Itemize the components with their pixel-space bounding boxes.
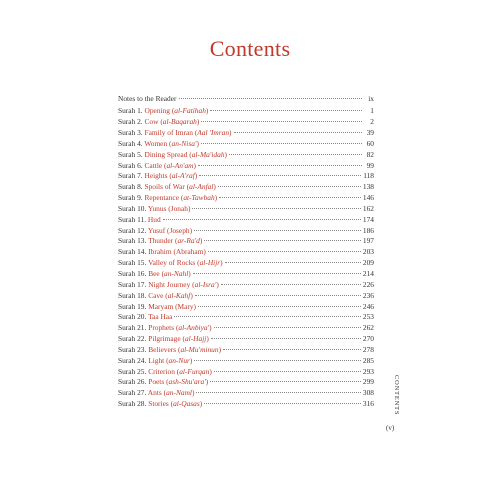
surah-transliteration: al-Kahf — [167, 290, 191, 300]
dot-leader — [198, 165, 362, 166]
paren-close: ) — [214, 193, 218, 203]
surah-number: Surah 17. — [118, 279, 147, 289]
toc-entry-page: 99 — [366, 160, 374, 170]
surah-name: Criterion — [148, 366, 175, 376]
toc-entry-label — [118, 106, 208, 117]
toc-entry-page: 146 — [362, 193, 374, 203]
surah-transliteration: al-Qasas — [173, 399, 200, 409]
surah-number: Surah 6. — [118, 160, 143, 170]
toc-entry-label — [118, 388, 194, 399]
toc-entry-page: ix — [368, 94, 374, 103]
dot-leader — [201, 143, 362, 144]
paren-close: ) — [205, 106, 209, 116]
dot-leader — [208, 251, 361, 252]
toc-entry[interactable] — [118, 280, 374, 291]
toc-entry-label — [118, 323, 212, 334]
paren-close: ) — [209, 323, 212, 333]
toc-entry-label — [118, 291, 193, 302]
surah-name: Believers — [148, 344, 177, 354]
paren-open: ( — [164, 160, 167, 170]
surah-number: Surah 21. — [118, 323, 147, 333]
toc-entry-label — [118, 161, 196, 172]
paren-close: ) — [189, 355, 193, 365]
paren-open: ( — [197, 258, 200, 268]
surah-transliteration: al-Isra' — [194, 279, 217, 289]
paren-open: ( — [186, 182, 190, 192]
toc-entry-page: 118 — [363, 171, 374, 181]
toc-entry[interactable] — [118, 334, 374, 345]
toc-entry-page: 174 — [362, 214, 374, 224]
toc-entry-label — [118, 117, 199, 128]
paren-close: ) — [216, 279, 219, 289]
surah-number: Surah 7. — [118, 171, 143, 181]
toc-entry[interactable] — [118, 247, 374, 258]
dot-leader — [219, 197, 361, 198]
toc-entry-page: 316 — [362, 399, 374, 409]
paren-close: ) — [199, 236, 203, 246]
dot-leader — [225, 262, 361, 263]
toc-entry-page: 285 — [362, 355, 374, 365]
surah-transliteration: al-An'am — [166, 160, 194, 170]
toc-entry[interactable] — [118, 258, 374, 269]
toc-entry[interactable] — [118, 323, 374, 334]
toc-entry[interactable] — [118, 204, 374, 215]
toc-entry-label — [118, 150, 227, 161]
surah-transliteration: an-Nur — [168, 355, 190, 365]
dot-leader — [192, 208, 360, 209]
toc-entry[interactable] — [118, 302, 374, 313]
surah-name: Yunus (Jonah) — [147, 203, 191, 213]
surah-number: Surah 16. — [118, 269, 147, 278]
toc-entry[interactable] — [118, 128, 374, 139]
toc-entry-label — [118, 312, 172, 323]
surah-name: Taa Haa — [148, 312, 173, 322]
surah-number: Surah 14. — [118, 247, 147, 257]
surah-name: Spoils of War — [144, 182, 185, 192]
dot-leader — [210, 381, 361, 382]
surah-name: Valley of Rocks — [148, 258, 196, 268]
toc-entry-label — [118, 258, 223, 269]
paren-close: ) — [194, 171, 198, 181]
toc-entry-label — [118, 139, 199, 150]
surah-number: Surah 10. — [118, 203, 147, 213]
toc-entry-page: 253 — [362, 312, 374, 322]
toc-entry[interactable] — [118, 312, 374, 323]
dot-leader — [179, 98, 363, 99]
surah-number: Surah 8. — [118, 182, 143, 192]
surah-transliteration: al-Ma'idah — [191, 149, 225, 159]
dot-leader — [194, 360, 361, 361]
paren-close: ) — [213, 182, 216, 192]
paren-close: ) — [193, 160, 196, 170]
paren-close: ) — [190, 290, 193, 300]
dot-leader — [194, 230, 361, 231]
paren-close: ) — [220, 258, 223, 268]
surah-transliteration: ar-Ra'd — [177, 236, 200, 246]
surah-name: Cattle — [144, 160, 163, 170]
dot-leader — [163, 219, 361, 220]
toc-entry-page: 209 — [362, 258, 374, 268]
surah-number: Surah 1. — [118, 106, 143, 116]
surah-number: Surah 20. — [118, 312, 147, 322]
toc-entry[interactable] — [118, 117, 374, 128]
toc-entry[interactable] — [118, 345, 374, 356]
toc-entry[interactable] — [118, 236, 374, 247]
paren-open: ( — [169, 171, 172, 181]
paren-open: ( — [171, 106, 175, 116]
surah-transliteration: al-Anbiya' — [178, 323, 210, 333]
toc-entry-page: 138 — [362, 182, 374, 192]
surah-transliteration: al-Hajj — [184, 334, 207, 344]
toc-entry-page: 214 — [362, 269, 374, 278]
paren-close: ) — [206, 334, 209, 344]
paren-open: ( — [169, 138, 172, 148]
toc-entry-page: 39 — [366, 128, 374, 138]
surah-name: Maryam (Mary) — [148, 301, 197, 311]
paren-close: ) — [196, 138, 199, 148]
paren-open: ( — [194, 128, 198, 138]
paren-open: ( — [180, 193, 184, 203]
surah-number: Surah 3. — [118, 128, 143, 138]
dot-leader — [210, 110, 362, 111]
surah-transliteration: al-A'raf — [171, 171, 195, 181]
toc-entry-page: 2 — [370, 117, 374, 127]
toc-entry[interactable] — [118, 161, 374, 172]
surah-name: Dining Spread — [144, 149, 188, 159]
paren-open: ( — [177, 344, 181, 354]
running-header-side: CONTENTS — [393, 375, 400, 416]
paren-open: ( — [166, 377, 169, 387]
surah-number: Surah 19. — [118, 301, 147, 311]
toc-entry-page: 293 — [362, 366, 374, 376]
toc-entry-label — [118, 247, 206, 258]
paren-open: ( — [192, 279, 195, 289]
paren-close: ) — [205, 377, 209, 387]
surah-number: Surah 23. — [118, 344, 147, 354]
page-title: Contents — [209, 36, 291, 61]
toc-entry[interactable] — [118, 399, 374, 410]
toc-entry-page: 226 — [362, 279, 374, 289]
surah-number: Surah 24. — [118, 355, 147, 365]
toc-entry[interactable] — [118, 269, 374, 280]
toc-entry-label — [118, 215, 161, 226]
surah-transliteration: Aal 'Imran — [197, 128, 230, 138]
surah-transliteration: an-Nahl — [164, 269, 189, 278]
toc-entry-label — [118, 377, 208, 388]
toc-entry-label — [118, 226, 192, 237]
paren-close: ) — [191, 388, 195, 398]
surah-transliteration: at-Tawbah — [183, 193, 215, 203]
surah-name: Opening — [144, 106, 170, 116]
table-of-contents — [118, 94, 374, 410]
paren-close: ) — [196, 117, 200, 127]
surah-name: Ants — [147, 388, 162, 398]
surah-name: Poets — [148, 377, 165, 387]
surah-name: Light — [148, 355, 165, 365]
paren-close: ) — [229, 128, 232, 138]
toc-entry-label — [118, 280, 219, 291]
toc-entry[interactable] — [118, 171, 374, 182]
surah-name: Hud — [147, 214, 161, 224]
toc-entry[interactable] — [118, 193, 374, 204]
toc-entry-notes-to-reader[interactable] — [118, 94, 374, 105]
surah-name: Cave — [148, 290, 164, 300]
surah-transliteration: al-Fatihah — [174, 106, 206, 116]
dot-leader — [204, 240, 361, 241]
toc-entry-label — [118, 269, 191, 280]
toc-entry-label: Notes to the Reader — [118, 94, 177, 103]
toc-entry[interactable] — [118, 377, 374, 388]
dot-leader — [193, 273, 361, 274]
dot-leader — [234, 132, 362, 133]
paren-open: ( — [189, 149, 192, 159]
surah-name: Pilgrimage — [148, 334, 181, 344]
toc-entry-label — [118, 182, 216, 193]
surah-number: Surah 18. — [118, 290, 147, 300]
toc-entry[interactable] — [118, 106, 374, 117]
toc-entry-label — [118, 399, 202, 410]
paren-open: ( — [165, 290, 168, 300]
toc-entry-page: 197 — [362, 236, 374, 246]
toc-entry[interactable] — [118, 182, 374, 193]
paren-close: ) — [218, 344, 222, 354]
surah-number: Surah 9. — [118, 193, 143, 203]
toc-entry-page: 308 — [362, 388, 374, 398]
surah-number: Surah 13. — [118, 236, 147, 246]
paren-open: ( — [161, 269, 165, 278]
toc-entry-page: 270 — [362, 334, 374, 344]
paren-close: ) — [199, 399, 203, 409]
paren-close: ) — [209, 366, 212, 376]
dot-leader — [199, 175, 361, 176]
surah-name: Prophets — [148, 323, 175, 333]
surah-transliteration: an-Nisa' — [171, 138, 197, 148]
surah-name: Thunder — [148, 236, 174, 246]
dot-leader — [196, 392, 360, 393]
toc-entry-page: 278 — [362, 344, 374, 354]
toc-entry-page: 82 — [366, 149, 374, 159]
toc-entry-page: 162 — [362, 203, 374, 213]
toc-entry[interactable] — [118, 356, 374, 367]
surah-transliteration: al-Mu'minun — [180, 344, 219, 354]
toc-entry-label — [118, 128, 232, 139]
paren-close: ) — [224, 149, 227, 159]
paren-open: ( — [160, 117, 163, 127]
dot-leader — [223, 349, 361, 350]
dot-leader — [214, 371, 361, 372]
toc-entry-page: 262 — [362, 323, 374, 333]
toc-entry-label — [118, 204, 190, 215]
toc-entry[interactable] — [118, 215, 374, 226]
paren-open: ( — [166, 355, 169, 365]
surah-name: Night Journey — [148, 279, 191, 289]
surah-number: Surah 12. — [118, 225, 147, 235]
dot-leader — [229, 154, 362, 155]
surah-transliteration: al-Baqarah — [162, 117, 197, 127]
surah-name: Heights — [144, 171, 168, 181]
surah-transliteration: al-Anfal — [189, 182, 214, 192]
page-number: (v) — [386, 424, 395, 432]
surah-number: Surah 5. — [118, 149, 143, 159]
toc-entry-label — [118, 356, 192, 367]
surah-number: Surah 27. — [118, 388, 147, 398]
toc-entry[interactable] — [118, 150, 374, 161]
paren-open: ( — [176, 366, 180, 376]
surah-number: Surah 4. — [118, 138, 143, 148]
toc-entry-label — [118, 334, 209, 345]
toc-entry-label — [118, 193, 217, 204]
toc-entry-page: 236 — [362, 290, 374, 300]
toc-entry[interactable] — [118, 367, 374, 378]
toc-entry[interactable] — [118, 291, 374, 302]
paren-open: ( — [163, 388, 167, 398]
surah-number: Surah 28. — [118, 399, 147, 409]
dot-leader — [218, 186, 361, 187]
dot-leader — [214, 327, 361, 328]
paren-open: ( — [175, 323, 179, 333]
dot-leader — [211, 338, 361, 339]
surah-number: Surah 22. — [118, 334, 147, 344]
toc-entry-page: 203 — [362, 247, 374, 257]
surah-number: Surah 15. — [118, 258, 147, 268]
surah-transliteration: al-Furqan — [179, 366, 210, 376]
toc-entry-label — [118, 367, 212, 378]
paren-open: ( — [174, 236, 178, 246]
paren-open: ( — [182, 334, 185, 344]
surah-transliteration: an-Naml — [166, 388, 192, 398]
toc-entry[interactable] — [118, 226, 374, 237]
toc-entry-page: 60 — [366, 138, 374, 148]
surah-name: Cow — [144, 117, 159, 127]
surah-name: Repentance — [144, 193, 179, 203]
surah-name: Bee — [148, 269, 160, 278]
dot-leader — [198, 306, 361, 307]
dot-leader — [195, 295, 361, 296]
dot-leader — [174, 316, 361, 317]
toc-entry-label — [118, 236, 202, 247]
surah-transliteration: al-Hijr — [199, 258, 221, 268]
toc-entry-label — [118, 171, 197, 182]
toc-entry-label — [118, 345, 221, 356]
surah-number: Surah 26. — [118, 377, 147, 387]
surah-number: Surah 25. — [118, 366, 147, 376]
surah-name: Family of Imran — [144, 128, 193, 138]
surah-name: Stories — [148, 399, 169, 409]
toc-entry-label — [118, 302, 196, 313]
toc-entry[interactable] — [118, 388, 374, 399]
dot-leader — [221, 284, 361, 285]
surah-name: Ibrahim (Abraham) — [148, 247, 206, 257]
dot-leader — [201, 121, 362, 122]
surah-number: Surah 11. — [118, 214, 147, 224]
surah-number: Surah 2. — [118, 117, 143, 127]
toc-entry-page: 246 — [362, 301, 374, 311]
dot-leader — [204, 403, 361, 404]
toc-entry-page: 186 — [362, 225, 374, 235]
toc-entry-page: 299 — [362, 377, 374, 387]
surah-transliteration: ash-Shu'ara' — [168, 377, 206, 387]
surah-name: Yusuf (Joseph) — [147, 225, 193, 235]
paren-open: ( — [170, 399, 174, 409]
toc-entry[interactable] — [118, 139, 374, 150]
toc-entry-page: 1 — [370, 106, 374, 116]
paren-close: ) — [188, 269, 191, 278]
surah-name: Women — [144, 138, 168, 148]
